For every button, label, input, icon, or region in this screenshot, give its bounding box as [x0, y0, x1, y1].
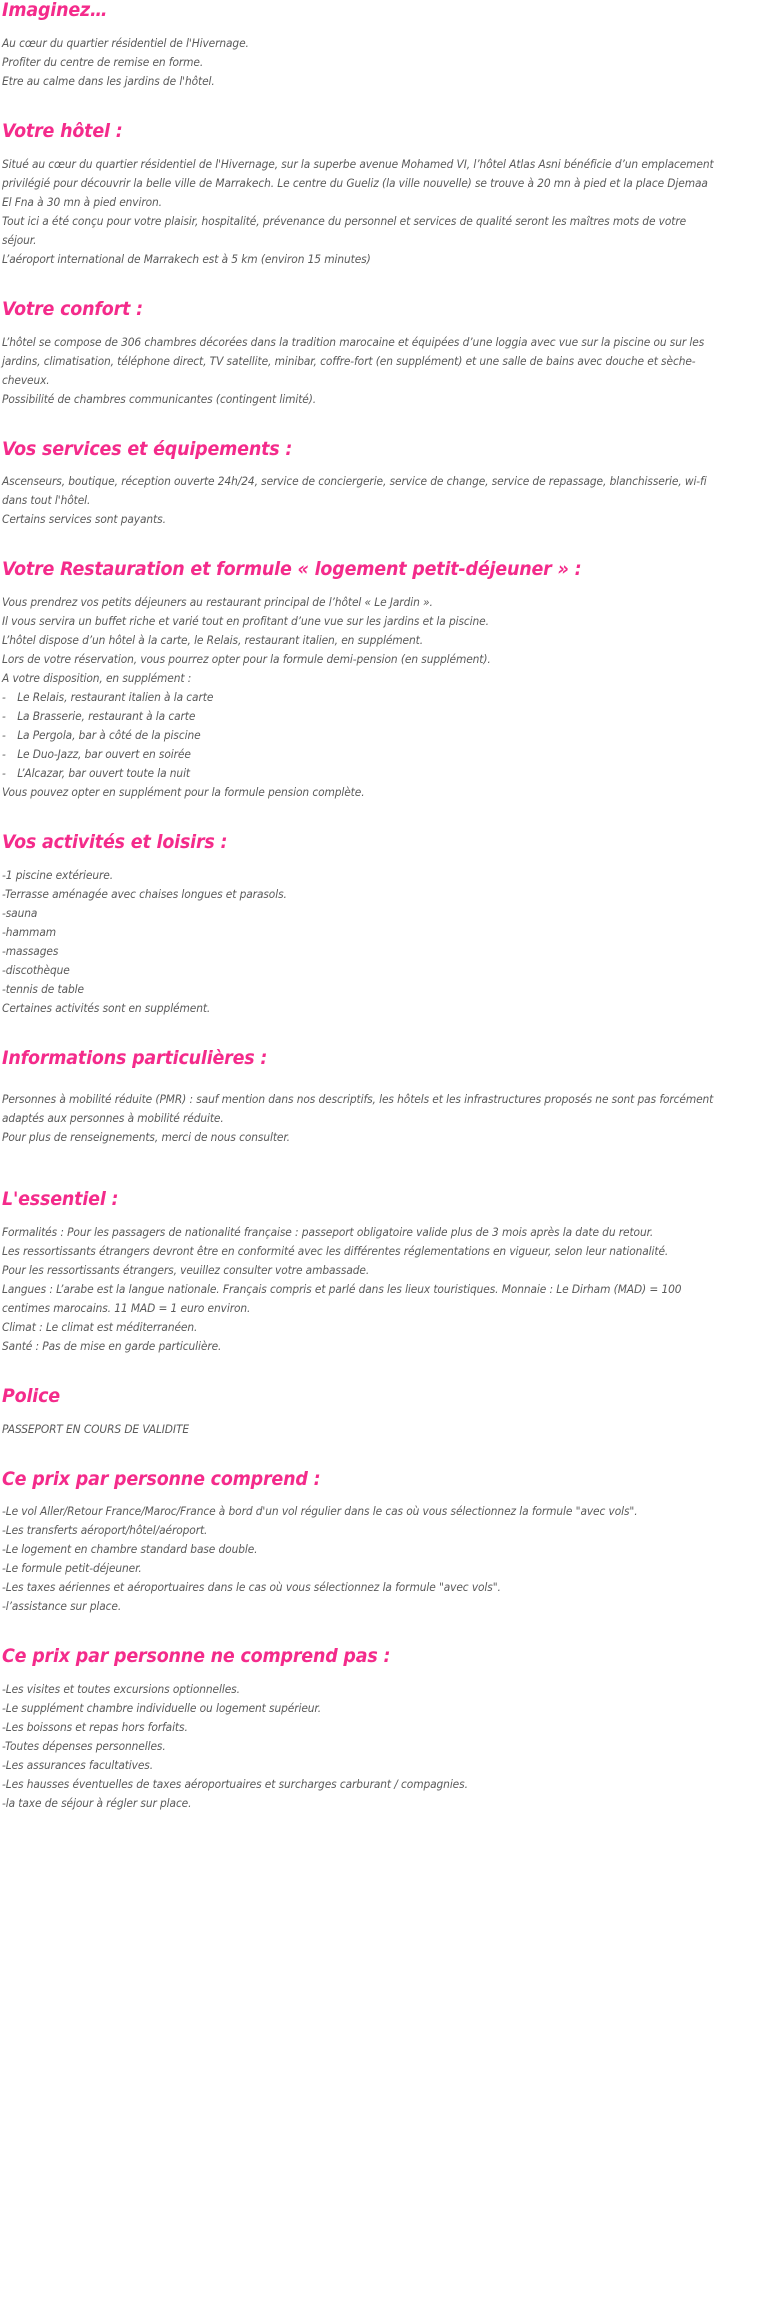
section-police	[2, 1386, 756, 1439]
essentiel-paragraph: Les ressortissants étrangers devront être en conformité avec les différentes réglementations en vigueur, selon leur nationalité.	[2, 1244, 669, 1258]
activites-line: -hammam	[2, 926, 57, 940]
section-restauration	[2, 559, 756, 802]
section-title-activites: Vos activités et loisirs :	[2, 831, 228, 854]
section-title-imaginez: Imaginez…	[2, 0, 108, 21]
essentiel-paragraph: Pour les ressortissants étrangers, veuillez consulter votre ambassade.	[2, 1263, 370, 1277]
list-item-label: La Brasserie, restaurant à la carte	[17, 710, 196, 724]
section-title-services: Vos services et équipements :	[2, 437, 293, 460]
essentiel-paragraph: Formalités : Pour les passagers de nationalité française : passeport obligatoire valide plus de 3 mois après la date du retour.	[2, 1225, 654, 1239]
restauration-line: Il vous servira un buffet riche et varié tout en profitant d’une vue sur les jardins et la piscine.	[2, 615, 489, 629]
services-paragraph: Ascenseurs, boutique, réception ouverte 24h/24, service de conciergerie, service de change, service de repassage, blanchisserie, wi-fi dans tout l'hôtel.	[2, 475, 707, 508]
essentiel-paragraph: Climat : Le climat est méditerranéen.	[2, 1320, 198, 1334]
activites-line: -discothèque	[2, 964, 70, 978]
section-confort	[2, 299, 756, 409]
restauration-line: L’hôtel dispose d’un hôtel à la carte, le Relais, restaurant italien, en supplément.	[2, 634, 423, 648]
section-title-hotel: Votre hôtel :	[2, 119, 123, 142]
hotel-paragraph: L’aéroport international de Marrakech est à 5 km (environ 15 minutes)	[2, 252, 371, 266]
dash-marker: -	[2, 710, 6, 724]
section-title-prix-comprend: Ce prix par personne comprend :	[2, 1467, 321, 1490]
list-item-label: Le Duo-Jazz, bar ouvert en soirée	[17, 748, 191, 762]
section-imaginez	[2, 0, 756, 91]
section-prix-ne-comprend-pas	[2, 1646, 756, 1813]
dash-marker: -	[2, 691, 6, 705]
prix-exclu-line: -Les visites et toutes excursions optionnelles.	[2, 1683, 240, 1697]
list-item	[2, 707, 718, 726]
restauration-line: Vous prendrez vos petits déjeuners au restaurant principal de l’hôtel « Le Jardin ».	[2, 596, 433, 610]
prix-comprend-line: -Les taxes aériennes et aéroportuaires dans le cas où vous sélectionnez la formule "avec vols".	[2, 1581, 501, 1595]
section-informations	[2, 1048, 756, 1147]
activites-line: -Terrasse aménagée avec chaises longues et parasols.	[2, 888, 287, 902]
activites-line: -massages	[2, 945, 59, 959]
services-paragraph: Certains services sont payants.	[2, 513, 166, 527]
list-item	[2, 745, 718, 764]
section-hotel	[2, 121, 756, 269]
confort-paragraph: L’hôtel se compose de 306 chambres décorées dans la tradition marocaine et équipées d’une loggia avec vue sur la piscine ou sur les jardins, climatisation, téléphone direct, TV satellite, minibar, coffre-fort (en supplément) et une salle de bains avec douche et sèche-cheveux.	[2, 335, 705, 387]
section-title-prix-ne-comprend-pas: Ce prix par personne ne comprend pas :	[2, 1645, 391, 1668]
restauration-line: Lors de votre réservation, vous pourrez opter pour la formule demi-pension (en supplément).	[2, 653, 491, 667]
prix-exclu-line: -Toutes dépenses personnelles.	[2, 1740, 166, 1754]
section-activites	[2, 832, 756, 1018]
prix-comprend-line: -Les transferts aéroport/hôtel/aéroport.	[2, 1524, 208, 1538]
list-item	[2, 688, 718, 707]
restaurant-list	[2, 688, 756, 783]
section-title-essentiel: L'essentiel :	[2, 1187, 119, 1210]
section-essentiel	[2, 1189, 756, 1356]
activites-line: Certaines activités sont en supplément.	[2, 1002, 211, 1016]
informations-paragraph: Personnes à mobilité réduite (PMR) : sauf mention dans nos descriptifs, les hôtels et les infrastructures proposés ne sont pas forcément adaptés aux personnes à mobilité réduite.	[2, 1092, 714, 1125]
imaginez-line: Etre au calme dans les jardins de l'hôtel.	[2, 74, 215, 88]
section-prix-comprend	[2, 1469, 756, 1617]
prix-exclu-line: -Les hausses éventuelles de taxes aéroportuaires et surcharges carburant / compagnies.	[2, 1778, 468, 1792]
activites-line: -tennis de table	[2, 983, 84, 997]
section-title-restauration: Votre Restauration et formule « logement petit-déjeuner » :	[2, 558, 582, 581]
list-item-label: La Pergola, bar à côté de la piscine	[17, 729, 201, 743]
informations-paragraph: Pour plus de renseignements, merci de nous consulter.	[2, 1130, 290, 1144]
restauration-line: Vous pouvez opter en supplément pour la formule pension complète.	[2, 786, 365, 800]
police-line: PASSEPORT EN COURS DE VALIDITE	[2, 1422, 189, 1436]
essentiel-paragraph: Santé : Pas de mise en garde particulière.	[2, 1339, 222, 1353]
prix-exclu-line: -la taxe de séjour à régler sur place.	[2, 1797, 192, 1811]
prix-exclu-line: -Les assurances facultatives.	[2, 1759, 154, 1773]
section-title-informations: Informations particulières :	[2, 1047, 268, 1070]
activites-line: -1 piscine extérieure.	[2, 869, 114, 883]
hotel-paragraph: Tout ici a été conçu pour votre plaisir, hospitalité, prévenance du personnel et services de qualité seront les maîtres mots de votre séjour.	[2, 214, 687, 247]
dash-marker: -	[2, 729, 6, 743]
list-item	[2, 764, 718, 783]
list-item-label: L’Alcazar, bar ouvert toute la nuit	[17, 767, 191, 781]
activites-line: -sauna	[2, 907, 38, 921]
prix-comprend-line: -Le formule petit-déjeuner.	[2, 1562, 142, 1576]
hotel-paragraph: Situé au cœur du quartier résidentiel de l'Hivernage, sur la superbe avenue Mohamed VI, l’hôtel Atlas Asni bénéficie d’un emplacement privilégié pour découvrir la belle ville de Marrakech. Le centre du Gueliz (la ville nouvelle) se trouve à 20 mn à pied et la place Djemaa El Fna à 30 mn à pied environ.	[2, 157, 714, 209]
prix-comprend-line: -Le vol Aller/Retour France/Maroc/France à bord d'un vol régulier dans le cas où vous sélectionnez la formule "avec vols".	[2, 1505, 638, 1519]
list-item-label: Le Relais, restaurant italien à la carte	[17, 691, 214, 705]
section-title-police: Police	[2, 1384, 60, 1407]
section-services	[2, 439, 756, 530]
prix-exclu-line: -Les boissons et repas hors forfaits.	[2, 1721, 188, 1735]
prix-comprend-line: -l’assistance sur place.	[2, 1600, 122, 1614]
list-item	[2, 726, 718, 745]
prix-exclu-line: -Le supplément chambre individuelle ou logement supérieur.	[2, 1702, 322, 1716]
restauration-line: A votre disposition, en supplément :	[2, 672, 192, 686]
essentiel-paragraph: Langues : L’arabe est la langue nationale. Français compris et parlé dans les lieux touristiques. Monnaie : Le Dirham (MAD) = 100 centimes marocains. 11 MAD = 1 euro environ.	[2, 1282, 682, 1315]
imaginez-line: Au cœur du quartier résidentiel de l'Hivernage.	[2, 36, 249, 50]
section-title-confort: Votre confort :	[2, 297, 143, 320]
imaginez-line: Profiter du centre de remise en forme.	[2, 55, 204, 69]
dash-marker: -	[2, 748, 6, 762]
dash-marker: -	[2, 767, 6, 781]
confort-paragraph: Possibilité de chambres communicantes (contingent limité).	[2, 392, 317, 406]
prix-comprend-line: -Le logement en chambre standard base double.	[2, 1543, 258, 1557]
